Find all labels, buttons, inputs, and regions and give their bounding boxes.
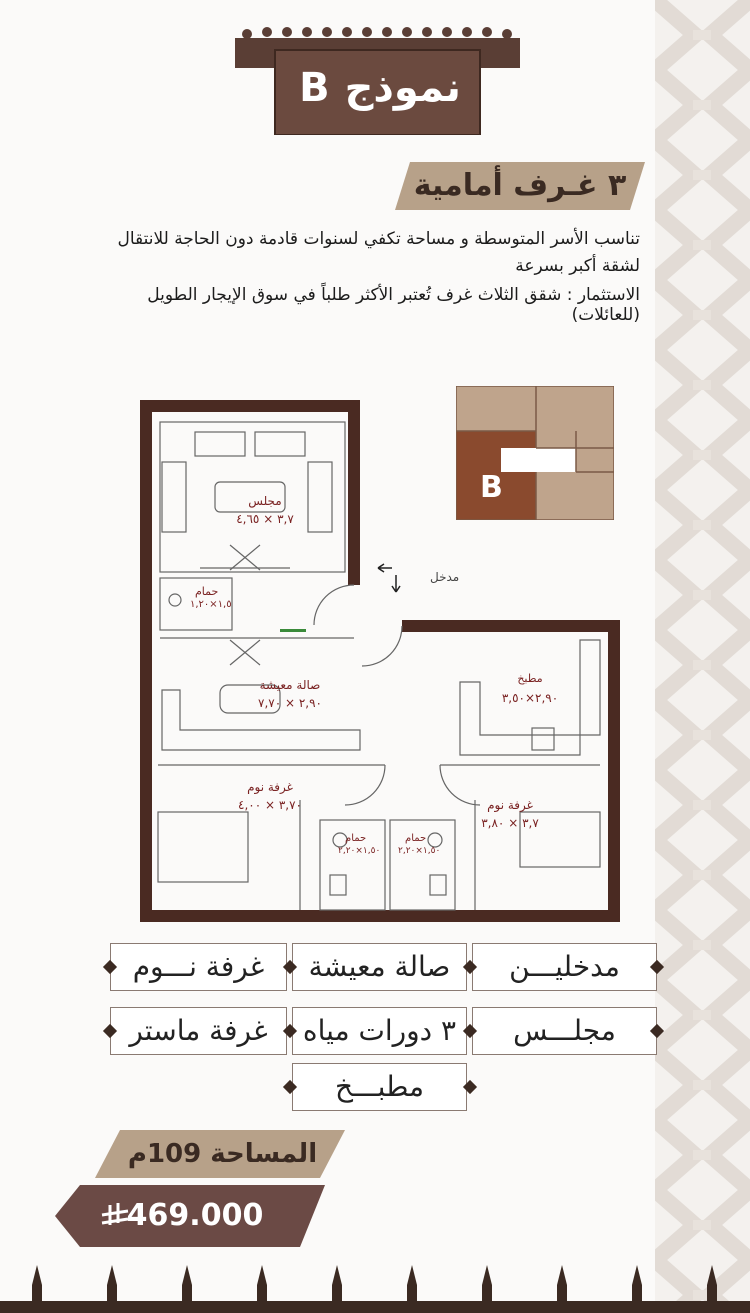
unit-locator-label: B	[480, 470, 503, 505]
plan-label-bedroom-2: غرفة نوم	[487, 798, 533, 812]
plan-label-entrance: مدخل	[430, 570, 460, 584]
feature-two-entrances: مدخليـــن	[472, 943, 657, 991]
feature-kitchen: مطبـــخ	[292, 1063, 467, 1111]
plan-dim-kitchen: ٢,٩٠×٣,٥٠	[501, 691, 559, 705]
plan-label-bath-3: حمام	[405, 833, 427, 844]
feature-three-bathrooms: ٣ دورات مياه	[292, 1007, 467, 1055]
plan-label-living: صالة معيشة	[259, 678, 321, 692]
description-line-2: لشقة أكبر بسرعة	[515, 256, 640, 276]
plan-dim-bedroom-2: ٣,٧ × ٣,٨٠	[481, 816, 539, 830]
plan-label-majlis: مجلس	[248, 494, 282, 508]
feature-master-room: غرفة ماستر	[110, 1007, 287, 1055]
plan-label-bedroom-1: غرفة نوم	[247, 780, 293, 794]
plan-dim-bedroom-1: ٣,٧٠ × ٤,٠٠	[238, 798, 302, 812]
decorative-fence	[0, 1255, 750, 1313]
plan-dim-living: ٢,٩٠ × ٧,٧٠	[258, 696, 322, 710]
plan-label-bath-1: حمام	[195, 585, 219, 598]
plan-dim-bath-2: ١,٥٠×٢,٢٠	[338, 846, 381, 856]
page-title: نموذج B	[299, 65, 461, 111]
description-line-3: الاستثمار : شقق الثلاث غرف تُعتبر الأكثر طلباً في سوق الإيجار الطويل (للعائلات)	[147, 285, 640, 325]
feature-living-room: صالة معيشة	[292, 943, 467, 991]
feature-bedroom: غرفة نـــوم	[110, 943, 287, 991]
price-value: 469.000	[126, 1198, 264, 1233]
plan-label-bath-2: حمام	[345, 833, 367, 844]
area-label: المساحة 109م	[127, 1139, 318, 1169]
plan-label-kitchen: مطبخ	[517, 672, 543, 685]
plan-dim-bath-3: ١,٥٠×٢,٢٠	[398, 846, 441, 856]
plan-dim-majlis: ٣,٧ × ٤,٦٥	[236, 512, 294, 526]
plan-dim-bath-1: ١,٥×١,٢٠	[190, 599, 232, 610]
description-line-1: تناسب الأسر المتوسطة و مساحة تكفي لسنوات قادمة دون الحاجة للانتقال	[117, 229, 640, 249]
feature-majlis: مجلـــس	[472, 1007, 657, 1055]
rooms-count-label: ٣ غـرف أمامية	[413, 168, 627, 203]
decorative-pattern	[655, 0, 750, 1313]
